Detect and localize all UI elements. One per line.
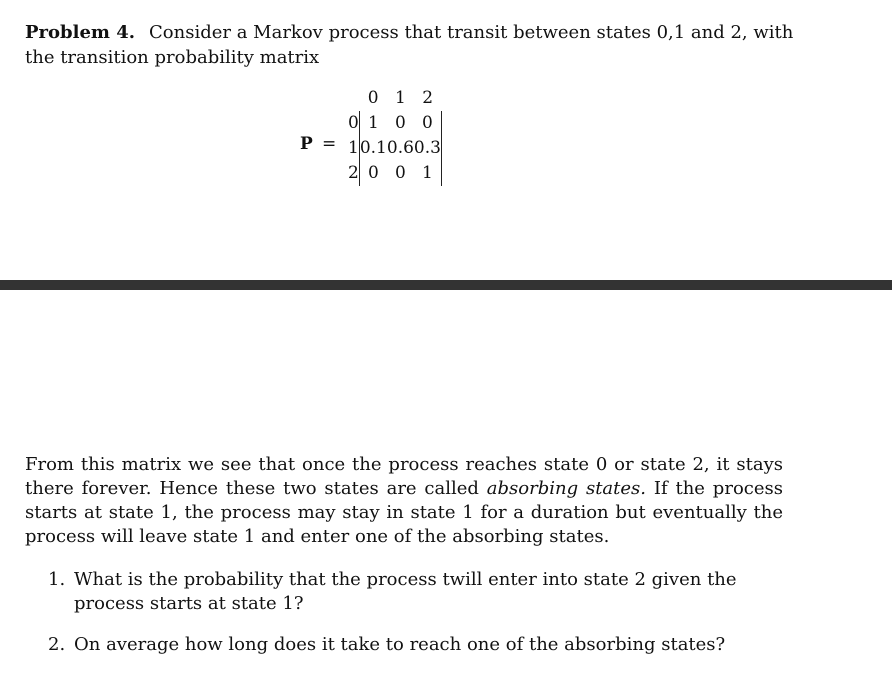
row-label: 1 (348, 138, 359, 158)
matrix-cell: 1 (359, 111, 387, 136)
question-text: On average how long does it take to reach one of the absorbing states? (74, 634, 726, 655)
col-header: 1 (394, 88, 406, 108)
explanation-text: From this matrix we see that once the process reaches state 0 or state 2, it stays there forever. Hence these two states are called (25, 454, 783, 499)
question-number: 2. (48, 634, 66, 655)
matrix-cell: 0 (359, 161, 387, 186)
col-header: 2 (422, 88, 434, 108)
matrix-row (348, 161, 441, 186)
matrix-row (348, 111, 441, 136)
matrix-cell: 1 (414, 161, 442, 186)
matrix-symbol: P (300, 134, 313, 154)
question-item (48, 568, 783, 616)
problem-statement (25, 20, 795, 70)
problem-label: Problem 4. (25, 22, 136, 43)
question-list (48, 568, 783, 657)
row-label: 2 (348, 163, 359, 183)
col-header: 0 (367, 88, 379, 108)
matrix-cell: 0 (414, 111, 442, 136)
explanation-paragraph (25, 453, 783, 549)
matrix-cell: 0.6 (386, 138, 414, 158)
problem-text: Consider a Markov process that transit between states 0,1 and 2, with the transition probability matrix (25, 22, 794, 68)
question-text: What is the probability that the process twill enter into state 2 given the process starts at state 1? (74, 569, 737, 614)
matrix-cell: 0 (394, 113, 406, 133)
matrix-table (348, 86, 442, 186)
row-label: 0 (348, 113, 359, 133)
absorbing-states-term: absorbing states. (486, 478, 647, 499)
matrix-cell: 0.1 (359, 136, 387, 161)
matrix-row (348, 136, 441, 161)
question-item (48, 633, 783, 657)
explanation-text: If the process starts at state 1, the process may stay in state 1 for a duration but eventually the process will leave state 1 and enter one of the absorbing states. (25, 478, 783, 547)
question-number: 1. (48, 569, 66, 590)
page-divider (0, 280, 892, 290)
matrix-cell: 0.3 (414, 136, 442, 161)
matrix-header-row (348, 86, 441, 111)
matrix-cell: 0 (394, 163, 406, 183)
matrix-equals: = (322, 134, 337, 154)
